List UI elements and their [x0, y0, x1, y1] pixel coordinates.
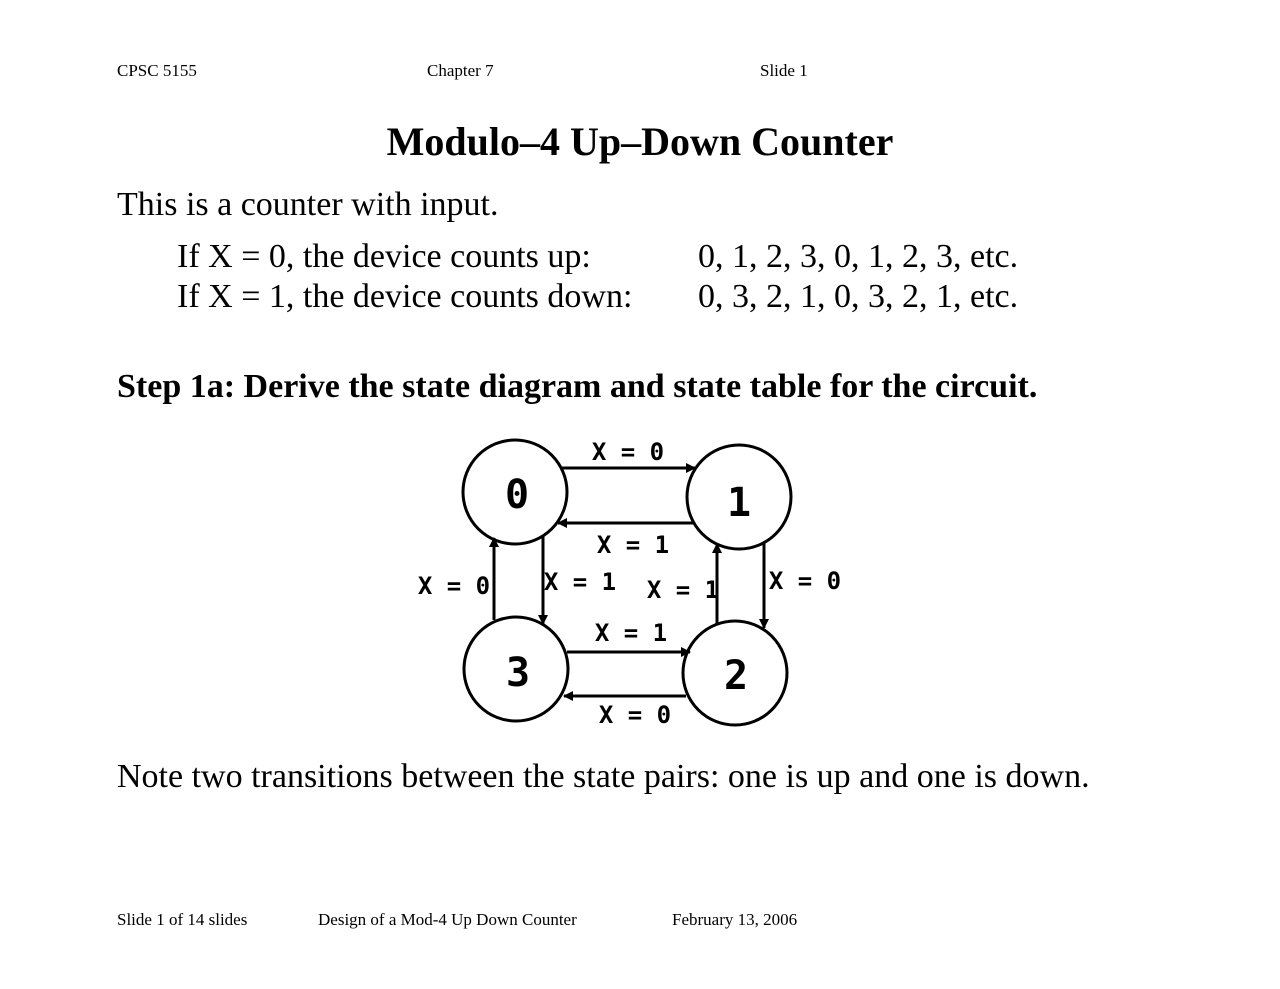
label-3-to-0: X = 0 — [417, 572, 491, 600]
footer-doc-title: Design of a Mod-4 Up Down Counter — [318, 910, 577, 929]
case-down-condition: If X = 1, the device counts down: — [177, 278, 633, 315]
state-2-label: 2 — [723, 653, 749, 699]
state-0-label: 0 — [504, 472, 530, 518]
label-1-to-2: X = 0 — [768, 567, 842, 595]
state-3-label: 3 — [505, 650, 531, 696]
header-chapter: Chapter 7 — [427, 61, 494, 80]
label-0-to-3: X = 1 — [543, 568, 617, 596]
case-down-sequence: 0, 3, 2, 1, 0, 3, 2, 1, etc. — [698, 278, 1019, 315]
state-1-label: 1 — [726, 480, 752, 526]
header-course: CPSC 5155 — [117, 61, 197, 80]
case-up-sequence: 0, 1, 2, 3, 0, 1, 2, 3, etc. — [698, 238, 1019, 275]
page-title: Modulo–4 Up–Down Counter — [386, 119, 894, 164]
label-2-to-1: X = 1 — [646, 576, 720, 604]
label-2-to-3: X = 0 — [598, 701, 672, 729]
label-1-to-0: X = 1 — [596, 531, 670, 559]
state-3 — [464, 617, 568, 721]
intro-text: This is a counter with input. — [117, 186, 499, 223]
case-up-condition: If X = 0, the device counts up: — [177, 238, 591, 275]
state-1 — [687, 445, 791, 549]
note-text: Note two transitions between the state pairs: one is up and one is down. — [117, 758, 1090, 795]
label-0-to-1: X = 0 — [591, 438, 665, 466]
state-diagram — [410, 430, 850, 735]
footer-slide-count: Slide 1 of 14 slides — [117, 910, 248, 929]
footer-date: February 13, 2006 — [672, 910, 798, 929]
header-slide: Slide 1 — [760, 61, 808, 80]
step-heading: Step 1a: Derive the state diagram and state table for the circuit. — [117, 368, 1038, 405]
label-3-to-2: X = 1 — [594, 619, 668, 647]
state-0 — [463, 440, 567, 544]
state-2 — [683, 621, 787, 725]
